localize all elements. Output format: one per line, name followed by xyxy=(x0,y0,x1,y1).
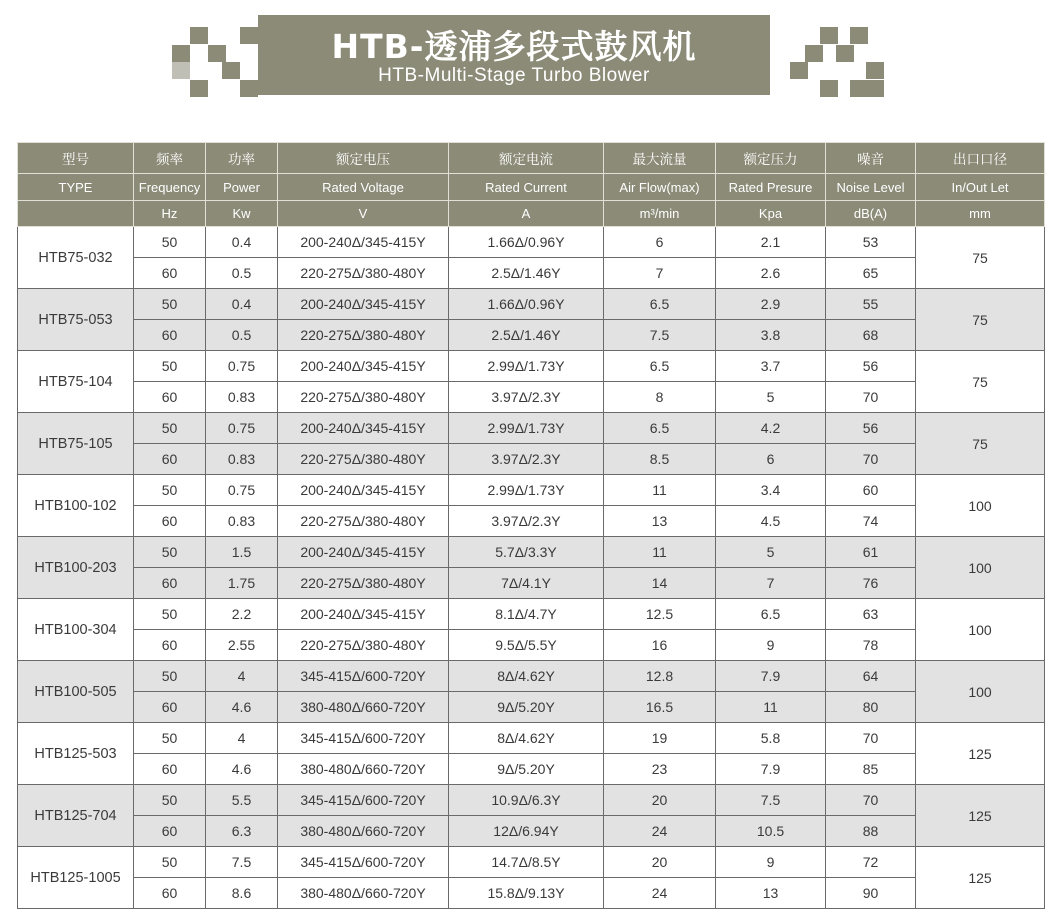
cell-pressure: 2.6 xyxy=(716,258,826,289)
cell-pressure: 11 xyxy=(716,692,826,723)
cell-voltage: 220-275Δ/380-480Y xyxy=(278,382,449,413)
cell-outlet: 100 xyxy=(916,599,1045,661)
cell-pressure: 4.2 xyxy=(716,413,826,444)
table-row xyxy=(18,382,1045,413)
header-outlet-en: In/Out Let xyxy=(916,174,1045,201)
cell-airflow: 6 xyxy=(604,227,716,258)
cell-outlet: 125 xyxy=(916,723,1045,785)
cell-power: 0.5 xyxy=(206,320,278,351)
cell-frequency: 60 xyxy=(134,320,206,351)
table-row xyxy=(18,785,1045,816)
cell-frequency: 50 xyxy=(134,413,206,444)
cell-current: 10.9Δ/6.3Y xyxy=(449,785,604,816)
cell-frequency: 50 xyxy=(134,661,206,692)
header-row-chinese xyxy=(18,143,1045,174)
cell-voltage: 200-240Δ/345-415Y xyxy=(278,537,449,568)
unit-outlet: mm xyxy=(916,201,1045,227)
cell-pressure: 13 xyxy=(716,878,826,909)
cell-airflow: 11 xyxy=(604,475,716,506)
cell-airflow: 24 xyxy=(604,816,716,847)
table-row xyxy=(18,692,1045,723)
header-frequency-en: Frequency xyxy=(134,174,206,201)
table-row xyxy=(18,878,1045,909)
cell-voltage: 220-275Δ/380-480Y xyxy=(278,630,449,661)
cell-frequency: 50 xyxy=(134,599,206,630)
model-group xyxy=(18,289,1045,351)
cell-airflow: 16 xyxy=(604,630,716,661)
cell-noise: 70 xyxy=(826,444,916,475)
header-airflow-zh: 最大流量 xyxy=(604,143,716,174)
cell-voltage: 220-275Δ/380-480Y xyxy=(278,320,449,351)
header-pressure-en: Rated Presure xyxy=(716,174,826,201)
table-row xyxy=(18,537,1045,568)
cell-airflow: 24 xyxy=(604,878,716,909)
cell-pressure: 9 xyxy=(716,630,826,661)
cell-type: HTB75-104 xyxy=(18,351,134,413)
cell-frequency: 60 xyxy=(134,816,206,847)
table-row xyxy=(18,258,1045,289)
cell-voltage: 345-415Δ/600-720Y xyxy=(278,785,449,816)
cell-noise: 60 xyxy=(826,475,916,506)
cell-frequency: 60 xyxy=(134,382,206,413)
cell-voltage: 380-480Δ/660-720Y xyxy=(278,692,449,723)
header-noise-zh: 噪音 xyxy=(826,143,916,174)
cell-power: 6.3 xyxy=(206,816,278,847)
cell-type: HTB100-304 xyxy=(18,599,134,661)
cell-current: 3.97Δ/2.3Y xyxy=(449,382,604,413)
spec-table xyxy=(17,142,1045,909)
cell-voltage: 200-240Δ/345-415Y xyxy=(278,599,449,630)
table-row xyxy=(18,475,1045,506)
cell-power: 2.55 xyxy=(206,630,278,661)
cell-frequency: 50 xyxy=(134,351,206,382)
cell-outlet: 100 xyxy=(916,475,1045,537)
cell-outlet: 75 xyxy=(916,289,1045,351)
cell-noise: 78 xyxy=(826,630,916,661)
header-outlet-zh: 出口口径 xyxy=(916,143,1045,174)
header-power-zh: 功率 xyxy=(206,143,278,174)
cell-noise: 74 xyxy=(826,506,916,537)
cell-outlet: 100 xyxy=(916,537,1045,599)
cell-noise: 56 xyxy=(826,413,916,444)
cell-type: HTB100-102 xyxy=(18,475,134,537)
cell-outlet: 125 xyxy=(916,847,1045,909)
cell-noise: 53 xyxy=(826,227,916,258)
unit-power: Kw xyxy=(206,201,278,227)
model-group xyxy=(18,599,1045,661)
cell-pressure: 5 xyxy=(716,537,826,568)
cell-noise: 70 xyxy=(826,382,916,413)
cell-power: 0.75 xyxy=(206,413,278,444)
cell-pressure: 7.5 xyxy=(716,785,826,816)
cell-current: 15.8Δ/9.13Y xyxy=(449,878,604,909)
cell-type: HTB125-1005 xyxy=(18,847,134,909)
cell-frequency: 60 xyxy=(134,692,206,723)
header-voltage-en: Rated Voltage xyxy=(278,174,449,201)
cell-airflow: 14 xyxy=(604,568,716,599)
cell-type: HTB75-105 xyxy=(18,413,134,475)
cell-current: 8Δ/4.62Y xyxy=(449,661,604,692)
cell-voltage: 380-480Δ/660-720Y xyxy=(278,878,449,909)
table-row xyxy=(18,227,1045,258)
table-row xyxy=(18,568,1045,599)
cell-airflow: 7.5 xyxy=(604,320,716,351)
model-group xyxy=(18,227,1045,289)
header-voltage-zh: 额定电压 xyxy=(278,143,449,174)
unit-voltage: V xyxy=(278,201,449,227)
cell-frequency: 60 xyxy=(134,444,206,475)
cell-current: 5.7Δ/3.3Y xyxy=(449,537,604,568)
cell-airflow: 8 xyxy=(604,382,716,413)
unit-current: A xyxy=(449,201,604,227)
cell-airflow: 23 xyxy=(604,754,716,785)
cell-frequency: 60 xyxy=(134,878,206,909)
cell-pressure: 7.9 xyxy=(716,661,826,692)
header-frequency-zh: 频率 xyxy=(134,143,206,174)
cell-type: HTB100-505 xyxy=(18,661,134,723)
table-header xyxy=(18,143,1045,227)
cell-type: HTB75-053 xyxy=(18,289,134,351)
cell-pressure: 3.7 xyxy=(716,351,826,382)
cell-noise: 85 xyxy=(826,754,916,785)
cell-current: 3.97Δ/2.3Y xyxy=(449,506,604,537)
cell-frequency: 50 xyxy=(134,475,206,506)
cell-power: 4 xyxy=(206,661,278,692)
table-row xyxy=(18,661,1045,692)
cell-current: 3.97Δ/2.3Y xyxy=(449,444,604,475)
cell-frequency: 60 xyxy=(134,568,206,599)
cell-power: 1.75 xyxy=(206,568,278,599)
unit-airflow: m³/min xyxy=(604,201,716,227)
cell-pressure: 6.5 xyxy=(716,599,826,630)
page-title: HTB-透浦多段式鼓风机 xyxy=(331,27,697,66)
cell-power: 4.6 xyxy=(206,692,278,723)
cell-current: 1.66Δ/0.96Y xyxy=(449,227,604,258)
cell-power: 4 xyxy=(206,723,278,754)
cell-frequency: 50 xyxy=(134,227,206,258)
table-row xyxy=(18,816,1045,847)
cell-frequency: 60 xyxy=(134,506,206,537)
table-row xyxy=(18,599,1045,630)
cell-noise: 90 xyxy=(826,878,916,909)
cell-voltage: 380-480Δ/660-720Y xyxy=(278,754,449,785)
header-row-units xyxy=(18,201,1045,227)
cell-voltage: 345-415Δ/600-720Y xyxy=(278,847,449,878)
table-row xyxy=(18,754,1045,785)
table-row xyxy=(18,320,1045,351)
header-current-en: Rated Current xyxy=(449,174,604,201)
title-banner xyxy=(258,15,770,95)
cell-pressure: 7.9 xyxy=(716,754,826,785)
cell-current: 2.99Δ/1.73Y xyxy=(449,413,604,444)
cell-pressure: 10.5 xyxy=(716,816,826,847)
cell-airflow: 12.8 xyxy=(604,661,716,692)
cell-current: 7Δ/4.1Y xyxy=(449,568,604,599)
table-row xyxy=(18,444,1045,475)
model-group xyxy=(18,785,1045,847)
cell-airflow: 8.5 xyxy=(604,444,716,475)
header-noise-en: Noise Level xyxy=(826,174,916,201)
cell-power: 0.83 xyxy=(206,506,278,537)
cell-current: 9Δ/5.20Y xyxy=(449,754,604,785)
cell-power: 0.4 xyxy=(206,227,278,258)
cell-pressure: 7 xyxy=(716,568,826,599)
cell-frequency: 50 xyxy=(134,847,206,878)
cell-power: 0.5 xyxy=(206,258,278,289)
cell-current: 14.7Δ/8.5Y xyxy=(449,847,604,878)
cell-airflow: 6.5 xyxy=(604,289,716,320)
model-group xyxy=(18,661,1045,723)
cell-noise: 61 xyxy=(826,537,916,568)
cell-power: 2.2 xyxy=(206,599,278,630)
cell-outlet: 75 xyxy=(916,227,1045,289)
header-current-zh: 额定电流 xyxy=(449,143,604,174)
table-row xyxy=(18,506,1045,537)
cell-noise: 55 xyxy=(826,289,916,320)
cell-noise: 80 xyxy=(826,692,916,723)
model-group xyxy=(18,475,1045,537)
cell-power: 1.5 xyxy=(206,537,278,568)
cell-frequency: 50 xyxy=(134,785,206,816)
cell-voltage: 220-275Δ/380-480Y xyxy=(278,444,449,475)
header-pressure-zh: 额定压力 xyxy=(716,143,826,174)
cell-current: 2.99Δ/1.73Y xyxy=(449,351,604,382)
unit-noise: dB(A) xyxy=(826,201,916,227)
cell-frequency: 60 xyxy=(134,258,206,289)
cell-airflow: 19 xyxy=(604,723,716,754)
page-subtitle: HTB-Multi-Stage Turbo Blower xyxy=(378,65,650,86)
cell-voltage: 200-240Δ/345-415Y xyxy=(278,351,449,382)
cell-current: 8Δ/4.62Y xyxy=(449,723,604,754)
cell-current: 2.5Δ/1.46Y xyxy=(449,320,604,351)
table-row xyxy=(18,847,1045,878)
unit-pressure: Kpa xyxy=(716,201,826,227)
cell-airflow: 11 xyxy=(604,537,716,568)
cell-voltage: 220-275Δ/380-480Y xyxy=(278,258,449,289)
cell-voltage: 345-415Δ/600-720Y xyxy=(278,661,449,692)
cell-frequency: 60 xyxy=(134,630,206,661)
cell-power: 7.5 xyxy=(206,847,278,878)
header-type-zh: 型号 xyxy=(18,143,134,174)
header-airflow-en: Air Flow(max) xyxy=(604,174,716,201)
cell-pressure: 3.4 xyxy=(716,475,826,506)
cell-outlet: 100 xyxy=(916,661,1045,723)
cell-pressure: 2.1 xyxy=(716,227,826,258)
cell-noise: 88 xyxy=(826,816,916,847)
cell-voltage: 200-240Δ/345-415Y xyxy=(278,413,449,444)
header-type-en: TYPE xyxy=(18,174,134,201)
cell-pressure: 6 xyxy=(716,444,826,475)
cell-type: HTB125-503 xyxy=(18,723,134,785)
cell-airflow: 16.5 xyxy=(604,692,716,723)
unit-type xyxy=(18,201,134,227)
cell-noise: 65 xyxy=(826,258,916,289)
cell-current: 8.1Δ/4.7Y xyxy=(449,599,604,630)
cell-noise: 72 xyxy=(826,847,916,878)
cell-frequency: 50 xyxy=(134,537,206,568)
cell-noise: 70 xyxy=(826,785,916,816)
cell-airflow: 20 xyxy=(604,785,716,816)
model-group xyxy=(18,847,1045,909)
cell-current: 9.5Δ/5.5Y xyxy=(449,630,604,661)
cell-type: HTB75-032 xyxy=(18,227,134,289)
cell-power: 0.4 xyxy=(206,289,278,320)
cell-type: HTB100-203 xyxy=(18,537,134,599)
cell-current: 1.66Δ/0.96Y xyxy=(449,289,604,320)
cell-current: 2.99Δ/1.73Y xyxy=(449,475,604,506)
cell-frequency: 50 xyxy=(134,723,206,754)
cell-noise: 76 xyxy=(826,568,916,599)
cell-current: 2.5Δ/1.46Y xyxy=(449,258,604,289)
cell-airflow: 12.5 xyxy=(604,599,716,630)
cell-pressure: 5 xyxy=(716,382,826,413)
cell-voltage: 345-415Δ/600-720Y xyxy=(278,723,449,754)
cell-airflow: 6.5 xyxy=(604,413,716,444)
cell-power: 4.6 xyxy=(206,754,278,785)
cell-outlet: 75 xyxy=(916,351,1045,413)
cell-noise: 63 xyxy=(826,599,916,630)
cell-voltage: 200-240Δ/345-415Y xyxy=(278,227,449,258)
cell-power: 5.5 xyxy=(206,785,278,816)
cell-noise: 56 xyxy=(826,351,916,382)
unit-frequency: Hz xyxy=(134,201,206,227)
model-group xyxy=(18,351,1045,413)
table-row xyxy=(18,351,1045,382)
cell-noise: 70 xyxy=(826,723,916,754)
cell-voltage: 200-240Δ/345-415Y xyxy=(278,475,449,506)
cell-power: 0.75 xyxy=(206,475,278,506)
cell-current: 12Δ/6.94Y xyxy=(449,816,604,847)
cell-voltage: 200-240Δ/345-415Y xyxy=(278,289,449,320)
cell-frequency: 50 xyxy=(134,289,206,320)
cell-power: 0.75 xyxy=(206,351,278,382)
cell-voltage: 220-275Δ/380-480Y xyxy=(278,506,449,537)
cell-airflow: 20 xyxy=(604,847,716,878)
model-group xyxy=(18,537,1045,599)
model-group xyxy=(18,723,1045,785)
cell-pressure: 9 xyxy=(716,847,826,878)
cell-current: 9Δ/5.20Y xyxy=(449,692,604,723)
cell-voltage: 380-480Δ/660-720Y xyxy=(278,816,449,847)
cell-frequency: 60 xyxy=(134,754,206,785)
model-group xyxy=(18,413,1045,475)
table-row xyxy=(18,413,1045,444)
table-row xyxy=(18,630,1045,661)
cell-airflow: 13 xyxy=(604,506,716,537)
cell-pressure: 3.8 xyxy=(716,320,826,351)
cell-voltage: 220-275Δ/380-480Y xyxy=(278,568,449,599)
table-row xyxy=(18,723,1045,754)
cell-noise: 68 xyxy=(826,320,916,351)
cell-power: 0.83 xyxy=(206,382,278,413)
cell-pressure: 2.9 xyxy=(716,289,826,320)
cell-airflow: 6.5 xyxy=(604,351,716,382)
cell-power: 8.6 xyxy=(206,878,278,909)
cell-type: HTB125-704 xyxy=(18,785,134,847)
cell-power: 0.83 xyxy=(206,444,278,475)
cell-outlet: 75 xyxy=(916,413,1045,475)
header-row-english xyxy=(18,174,1045,201)
cell-pressure: 5.8 xyxy=(716,723,826,754)
header-power-en: Power xyxy=(206,174,278,201)
cell-airflow: 7 xyxy=(604,258,716,289)
table-row xyxy=(18,289,1045,320)
cell-noise: 64 xyxy=(826,661,916,692)
cell-outlet: 125 xyxy=(916,785,1045,847)
cell-pressure: 4.5 xyxy=(716,506,826,537)
